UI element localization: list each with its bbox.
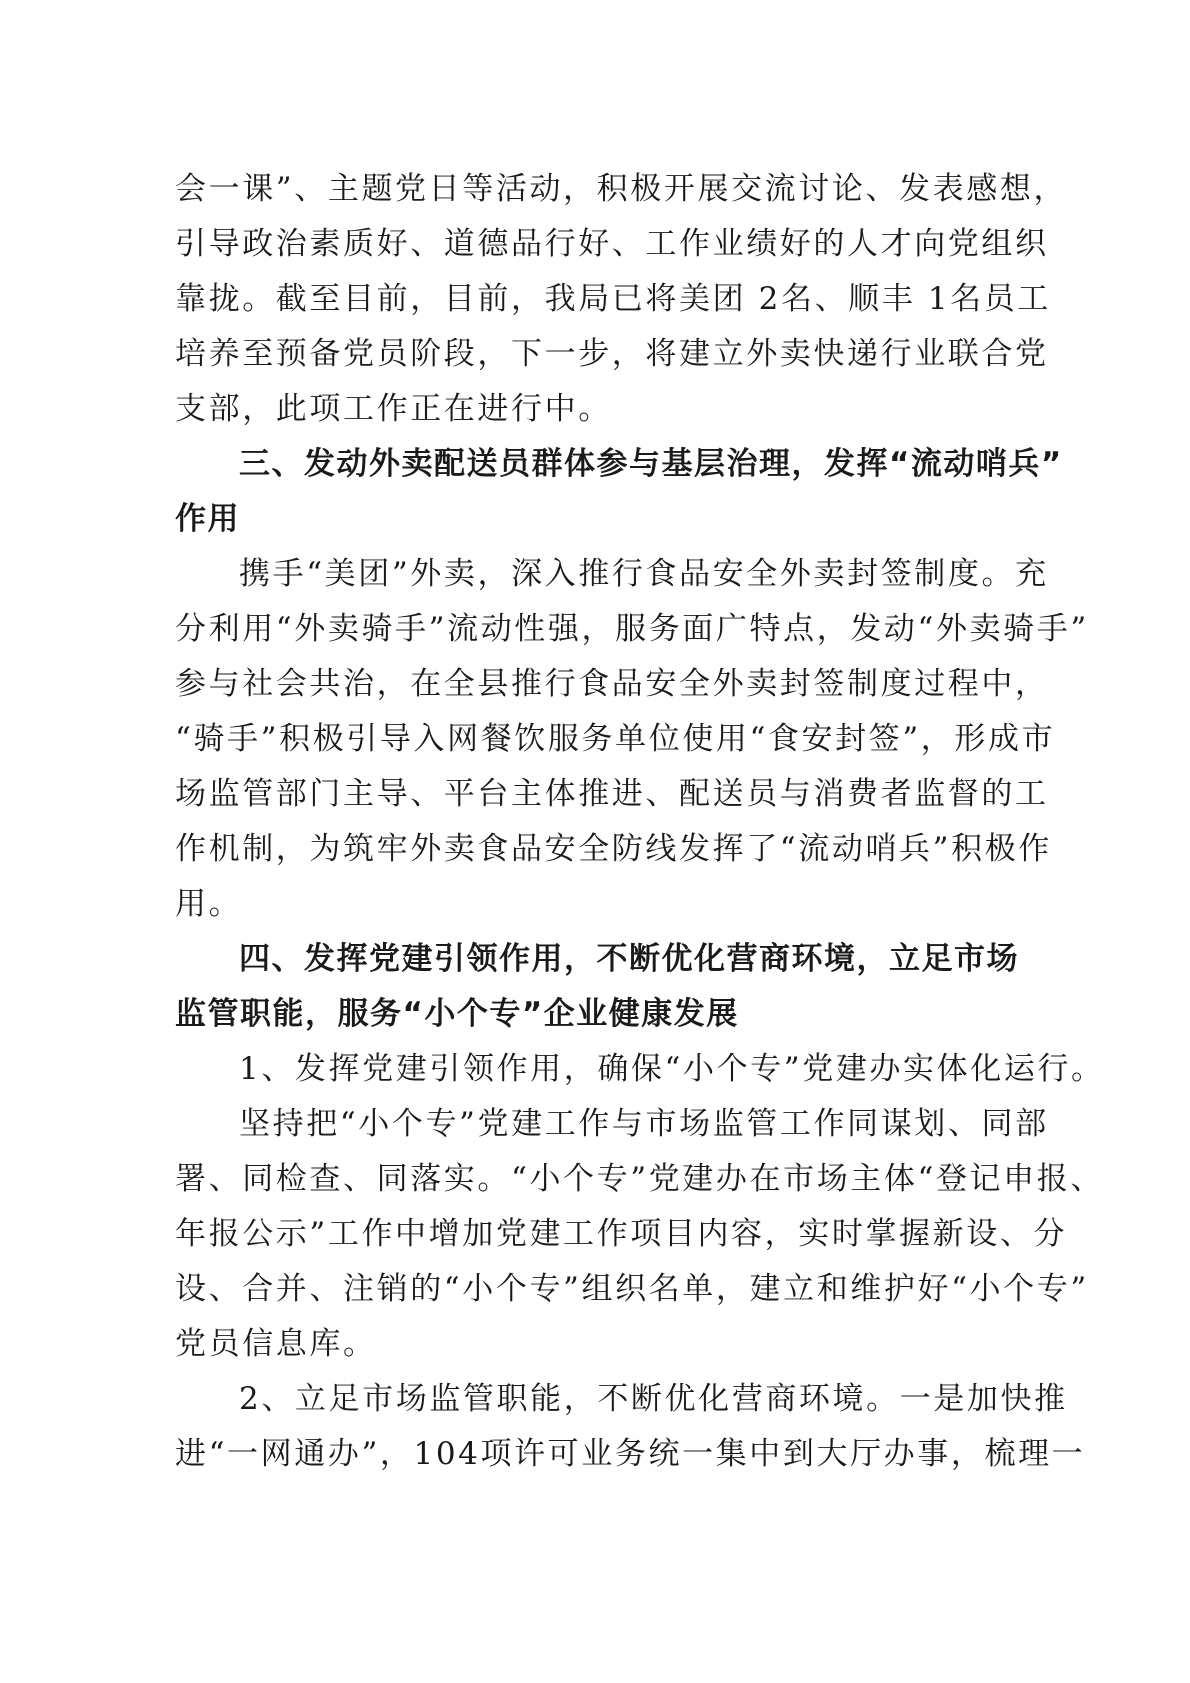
section-heading-line: 四、发挥党建引领作用，不断优化营商环境，立足市场 — [239, 941, 1019, 977]
paragraph-line: 支部，此项工作正在进行中。 — [175, 391, 612, 427]
paragraph-line: 携手“美团”外卖，深入推行食品安全外卖封签制度。充 — [239, 556, 1049, 592]
paragraph-line: 进“一网通办”，104项许可业务统一集中到大厅办事，梳理一 — [175, 1436, 1086, 1472]
paragraph-line: 2、立足市场监管职能，不断优化营商环境。一是加快推 — [239, 1381, 1068, 1417]
paragraph-line: 参与社会共治，在全县推行食品安全外卖封签制度过程中， — [175, 666, 1049, 702]
paragraph-line: 会一课”、主题党日等活动，积极开展交流讨论、发表感想， — [175, 171, 1068, 207]
paragraph-line: 1、发挥党建引领作用，确保“小个专”党建办实体化运行。 — [239, 1051, 1105, 1087]
paragraph-line: 设、合并、注销的“小个专”组织名单，建立和维护好“小个专” — [175, 1271, 1089, 1307]
paragraph-line: 署、同检查、同落实。“小个专”党建办在市场主体“登记申报、 — [175, 1161, 1104, 1197]
paragraph-line: “骑手”积极引导入网餐饮服务单位使用“食安封签”，形成市 — [175, 721, 1056, 757]
paragraph-line: 党员信息库。 — [175, 1326, 377, 1362]
paragraph-line: 靠拢。截至目前，目前，我局已将美团 2名、顺丰 1名员工 — [175, 281, 1051, 317]
paragraph-line: 作机制，为筑牢外卖食品安全防线发挥了“流动哨兵”积极作 — [175, 831, 1052, 867]
paragraph-line: 引导政治素质好、道德品行好、工作业绩好的人才向党组织 — [175, 226, 1049, 262]
section-heading-line: 三、发动外卖配送员群体参与基层治理，发挥“流动哨兵” — [239, 446, 1063, 482]
paragraph-line: 坚持把“小个专”党建工作与市场监管工作同谋划、同部 — [239, 1106, 1049, 1142]
paragraph-line: 年报公示”工作中增加党建工作项目内容，实时掌握新设、分 — [175, 1216, 1068, 1252]
paragraph-line: 分利用“外卖骑手”流动性强，服务面广特点，发动“外卖骑手” — [175, 611, 1089, 647]
paragraph-line: 用。 — [175, 886, 243, 922]
section-heading-line: 监管职能，服务“小个专”企业健康发展 — [175, 996, 739, 1032]
paragraph-line: 场监管部门主导、平台主体推进、配送员与消费者监督的工 — [175, 776, 1049, 812]
section-heading-line: 作用 — [175, 501, 240, 537]
paragraph-line: 培养至预备党员阶段，下一步，将建立外卖快递行业联合党 — [175, 336, 1049, 372]
